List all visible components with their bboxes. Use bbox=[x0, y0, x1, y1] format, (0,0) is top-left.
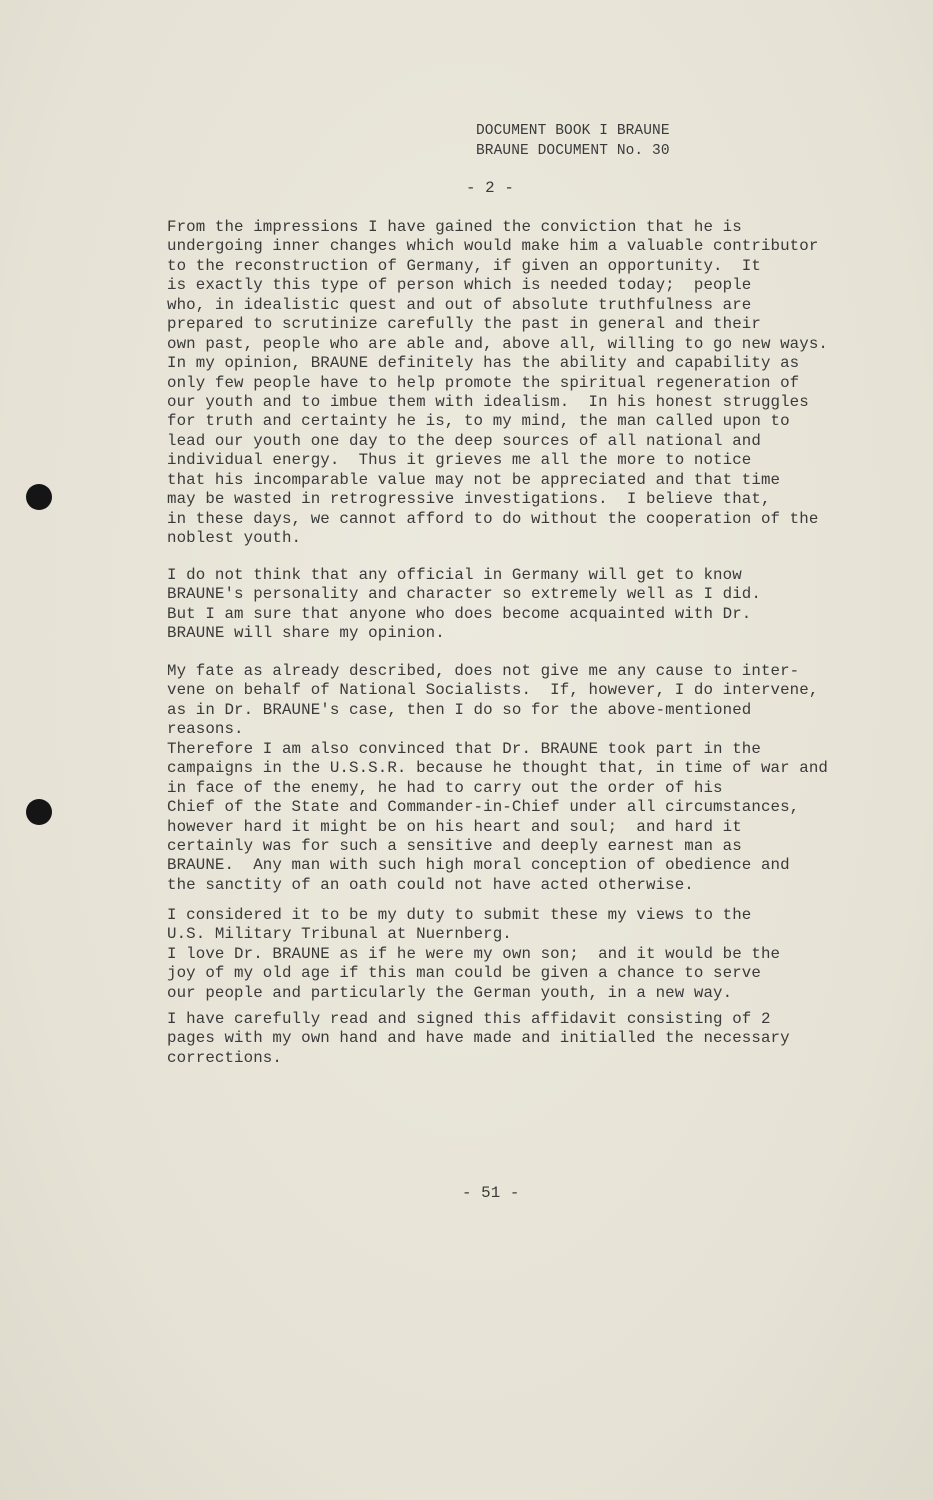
paragraph-4 bbox=[167, 906, 780, 1003]
text-line: may be wasted in retrogressive investigations. I believe that, bbox=[167, 490, 771, 509]
text-line: I considered it to be my duty to submit these my views to the bbox=[167, 906, 752, 924]
text-line: Chief of the State and Commander-in-Chief under all circumstances, bbox=[167, 798, 800, 817]
text-line: the sanctity of an oath could not have acted otherwise. bbox=[167, 875, 694, 894]
text-line: individual energy. Thus it grieves me all the more to notice bbox=[167, 451, 752, 470]
text-line: only few people have to help promote the spiritual regeneration of bbox=[167, 373, 800, 392]
paragraph-5 bbox=[167, 1010, 790, 1068]
text-line: in face of the enemy, he had to carry out the order of his bbox=[167, 778, 723, 797]
text-line: vene on behalf of National Socialists. If, however, I do intervene, bbox=[167, 681, 819, 700]
text-line: that his incomparable value may not be appreciated and that time bbox=[167, 470, 781, 489]
page-marker: - 2 - bbox=[466, 179, 514, 197]
text-line: I do not think that any official in Germany will get to know bbox=[167, 566, 742, 584]
document-header bbox=[476, 121, 670, 161]
text-line: as in Dr. BRAUNE's case, then I do so for the above-mentioned bbox=[167, 700, 752, 719]
paragraph-3 bbox=[167, 662, 828, 895]
text-line: BRAUNE. Any man with such high moral conception of obedience and bbox=[167, 856, 790, 875]
text-line: lead our youth one day to the deep sources of all national and bbox=[167, 431, 761, 450]
text-line: joy of my old age if this man could be given a chance to serve bbox=[167, 964, 761, 983]
text-line: who, in idealistic quest and out of absolute truthfulness are bbox=[167, 295, 752, 314]
text-line: campaigns in the U.S.S.R. because he thought that, in time of war and bbox=[167, 759, 828, 778]
punch-hole bbox=[26, 799, 52, 825]
text-line: But I am sure that anyone who does become acquainted with Dr. bbox=[167, 604, 752, 623]
text-line: in these days, we cannot afford to do without the cooperation of the bbox=[167, 509, 819, 528]
text-line: however hard it might be on his heart and soul; and hard it bbox=[167, 817, 742, 836]
text-line: to the reconstruction of Germany, if given an opportunity. It bbox=[167, 256, 761, 275]
paragraph-1 bbox=[167, 218, 828, 548]
text-line: our youth and to imbue them with idealism. In his honest struggles bbox=[167, 392, 809, 411]
text-line: undergoing inner changes which would make him a valuable contributor bbox=[167, 237, 819, 256]
text-line: reasons. bbox=[167, 720, 244, 739]
text-line: pages with my own hand and have made and initialled the necessary bbox=[167, 1029, 790, 1048]
page-number: - 51 - bbox=[462, 1184, 520, 1202]
text-line: is exactly this type of person which is needed today; people bbox=[167, 276, 752, 295]
text-line: In my opinion, BRAUNE definitely has the ability and capability as bbox=[167, 354, 800, 373]
text-line: I have carefully read and signed this affidavit consisting of 2 bbox=[167, 1010, 771, 1028]
text-line: own past, people who are able and, above all, willing to go new ways. bbox=[167, 334, 828, 353]
text-line: noblest youth. bbox=[167, 529, 302, 547]
text-line: for truth and certainty he is, to my mind, the man called upon to bbox=[167, 412, 790, 431]
text-line: From the impressions I have gained the conviction that he is bbox=[167, 218, 742, 236]
text-line: prepared to scrutinize carefully the past in general and their bbox=[167, 315, 761, 334]
text-line: U.S. Military Tribunal at Nuernberg. bbox=[167, 925, 512, 944]
text-line: I love Dr. BRAUNE as if he were my own son; and it would be the bbox=[167, 944, 781, 963]
text-line: BRAUNE's personality and character so extremely well as I did. bbox=[167, 585, 761, 604]
text-line: certainly was for such a sensitive and deeply earnest man as bbox=[167, 836, 742, 855]
header-line-2: BRAUNE DOCUMENT No. 30 bbox=[476, 143, 670, 159]
text-line: our people and particularly the German youth, in a new way. bbox=[167, 983, 733, 1002]
text-line: BRAUNE will share my opinion. bbox=[167, 624, 445, 643]
text-line: Therefore I am also convinced that Dr. BRAUNE took part in the bbox=[167, 739, 761, 758]
header-line-1: DOCUMENT BOOK I BRAUNE bbox=[476, 123, 670, 139]
paragraph-2 bbox=[167, 566, 761, 644]
punch-hole bbox=[26, 484, 52, 510]
text-line: My fate as already described, does not give me any cause to inter- bbox=[167, 662, 800, 680]
text-line: corrections. bbox=[167, 1048, 282, 1067]
